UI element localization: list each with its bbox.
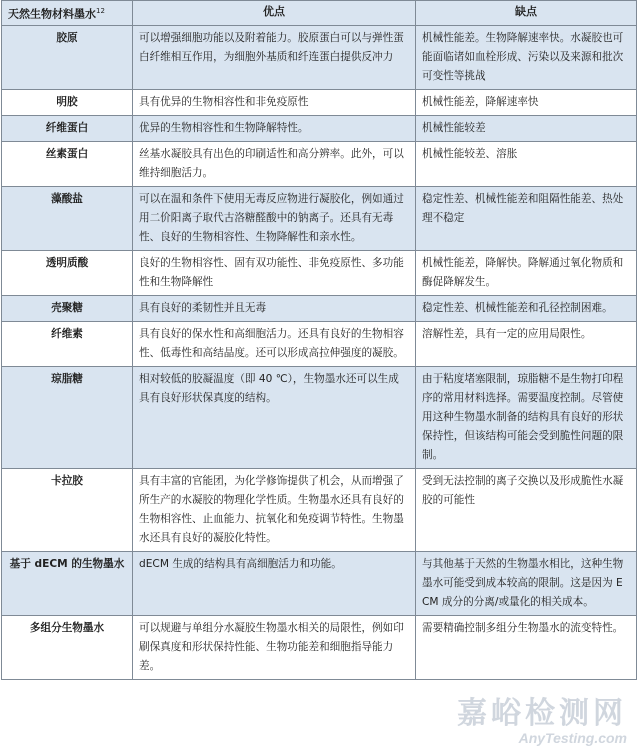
row-name: 基于 dECM 的生物墨水	[2, 551, 133, 615]
row-cons: 受到无法控制的离子交换以及形成脆性水凝胶的可能性	[416, 468, 637, 551]
row-name: 丝素蛋白	[2, 141, 133, 186]
row-cons: 溶解性差，具有一定的应用局限性。	[416, 321, 637, 366]
row-pros: 具有良好的保水性和高细胞活力。还具有良好的生物相容性、低毒性和高结晶度。还可以形成高拉伸强度的凝胶。	[133, 321, 416, 366]
row-cons: 机械性能差，降解速率快	[416, 89, 637, 115]
table-row	[2, 615, 637, 679]
watermark-cn: 嘉峪检测网	[457, 697, 627, 730]
row-pros: 可以规避与单组分水凝胶生物墨水相关的局限性，例如印刷保真度和形状保持性能、生物功能差和细胞指导能力差。	[133, 615, 416, 679]
row-name: 纤维蛋白	[2, 115, 133, 141]
watermark-en: AnyTesting.com	[518, 730, 627, 746]
table-row	[2, 321, 637, 366]
row-cons: 机械性能较差	[416, 115, 637, 141]
row-name: 壳聚糖	[2, 295, 133, 321]
row-pros: 具有丰富的官能团，为化学修饰提供了机会，从而增强了所生产的水凝胶的物理化学性质。生物墨水还具有良好的生物相容性、止血能力、抗氧化和免疫调节特性。生物墨水还具有良好的凝胶化特性。	[133, 468, 416, 551]
row-cons: 机械性能差。生物降解速率快。水凝胶也可能面临诸如血栓形成、污染以及来源和批次可变性等挑战	[416, 25, 637, 89]
header-material: 天然生物材料墨水$^{12}$	[2, 1, 133, 26]
bioink-comparison-table	[1, 0, 637, 680]
header-disadvantages: 缺点	[416, 1, 637, 26]
row-name: 多组分生物墨水	[2, 615, 133, 679]
table-row	[2, 141, 637, 186]
table-row	[2, 468, 637, 551]
row-name: 藻酸盐	[2, 186, 133, 250]
row-pros: 可以增强细胞功能以及附着能力。胶原蛋白可以与弹性蛋白纤维相互作用，为细胞外基质和纤连蛋白提供反冲力	[133, 25, 416, 89]
row-pros: 良好的生物相容性、固有双功能性、非免疫原性、多功能性和生物降解性	[133, 250, 416, 295]
table-row	[2, 551, 637, 615]
row-pros: 具有良好的柔韧性并且无毒	[133, 295, 416, 321]
row-cons: 稳定性差、机械性能差和阻隔性能差、热处理不稳定	[416, 186, 637, 250]
row-pros: dECM 生成的结构具有高细胞活力和功能。	[133, 551, 416, 615]
row-cons: 机械性能较差、溶胀	[416, 141, 637, 186]
header-advantages: 优点	[133, 1, 416, 26]
row-pros: 丝基水凝胶具有出色的印刷适性和高分辨率。此外，可以维持细胞活力。	[133, 141, 416, 186]
row-name: 明胶	[2, 89, 133, 115]
row-name: 卡拉胶	[2, 468, 133, 551]
row-cons: 由于粘度堵塞限制，琼脂糖不是生物打印程序的常用材料选择。需要温度控制。尽管使用这种生物墨水制备的结构具有良好的形状保持性，但该结构可能会受到脆性问题的限制。	[416, 366, 637, 468]
row-pros: 具有优异的生物相容性和非免疫原性	[133, 89, 416, 115]
row-name: 透明质酸	[2, 250, 133, 295]
row-pros: 可以在温和条件下使用无毒反应物进行凝胶化，例如通过用二价阳离子取代古洛糖醛酸中的钠离子。还具有无毒性、良好的生物相容性、生物降解性和亲水性。	[133, 186, 416, 250]
row-pros: 优异的生物相容性和生物降解特性。	[133, 115, 416, 141]
row-cons: 机械性能差，降解快。降解通过氧化物质和酶促降解发生。	[416, 250, 637, 295]
table-row	[2, 115, 637, 141]
table-header-row	[2, 1, 637, 26]
table-row	[2, 366, 637, 468]
table-row	[2, 295, 637, 321]
row-name: 纤维素	[2, 321, 133, 366]
row-name: 胶原	[2, 25, 133, 89]
watermark	[457, 698, 627, 746]
row-pros: 相对较低的胶凝温度（即 40 ℃），生物墨水还可以生成具有良好形状保真度的结构。	[133, 366, 416, 468]
row-cons: 需要精确控制多组分生物墨水的流变特性。	[416, 615, 637, 679]
table-row	[2, 186, 637, 250]
row-name: 琼脂糖	[2, 366, 133, 468]
table-row	[2, 89, 637, 115]
row-cons: 与其他基于天然的生物墨水相比，这种生物墨水可能受到成本较高的限制。这是因为 ECM 成分的分离/或量化的相关成本。	[416, 551, 637, 615]
table-row	[2, 25, 637, 89]
table-row	[2, 250, 637, 295]
row-cons: 稳定性差、机械性能差和孔径控制困难。	[416, 295, 637, 321]
